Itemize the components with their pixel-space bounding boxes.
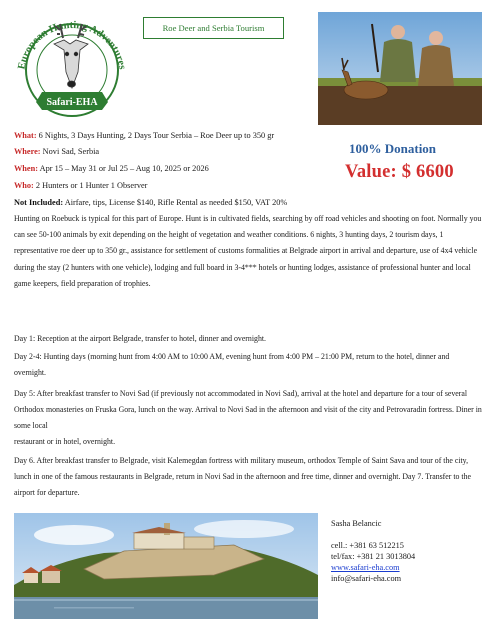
who-label: Who: <box>14 181 34 190</box>
contact-telfax: tel/fax: +381 21 3013804 <box>331 552 416 561</box>
when-value: Apr 15 – May 31 or Jul 25 – Aug 10, 2025 or 2026 <box>39 164 209 173</box>
website-link[interactable]: www.safari-eha.com <box>331 563 400 572</box>
when-label: When: <box>14 164 38 173</box>
detail-when <box>14 163 209 174</box>
petrovaradin-fortress-photo <box>14 513 318 619</box>
who-value: 2 Hunters or 1 Hunter 1 Observer <box>35 181 148 190</box>
itinerary-day2-4: Day 2-4: Hunting days (morning hunt from 4:00 AM to 10:00 AM, evening hunt from 4:00 PM – 21:00 PM, return to the hotel, dinner and overnight. <box>14 352 450 378</box>
where-label: Where: <box>14 147 41 156</box>
description-paragraph: Hunting on Roebuck is typical for this part of Europe. Hunt is in cultivated fields, searching by off road vehicles and shooting on foot. Normally you can see 50-100 animals by exit depending on the height of vegetation and weather conditions. 6 nights, 3 hunting days, 2 tourism days, 1 representative roe deer up to 350 gr., assistance for settlement of customs formalities at Belgrade airport in arrival and departure, use of 4x4 vehicle during the stay (2 hunters with one vehicle), lodging and full board in 3-4*** hotels or hunting lodges, assistance of professional hunter and local game keepers, field preparation of trophies. <box>14 214 482 288</box>
what-label: What: <box>14 131 37 140</box>
logo-banner-text: Safari-EHA <box>46 97 98 108</box>
contact-email[interactable]: info@safari-eha.com <box>331 574 402 583</box>
detail-what <box>14 130 274 141</box>
page-title-text: Roe Deer and Serbia Tourism <box>162 23 265 33</box>
donation-value: Value: $ 6600 <box>345 162 454 182</box>
contact-cell: cell.: +381 63 512215 <box>331 541 404 550</box>
itinerary-day5-cont: restaurant or in hotel, overnight. <box>14 437 116 446</box>
detail-who <box>14 180 147 191</box>
where-value: Novi Sad, Serbia <box>42 147 100 156</box>
company-logo <box>8 10 136 122</box>
detail-where <box>14 146 99 157</box>
logo-arc-text: European Hunting Adventures <box>16 19 128 71</box>
donation-title: 100% Donation <box>349 141 437 156</box>
detail-not-included <box>14 197 287 208</box>
page-title <box>143 17 284 39</box>
not-included-value: Airfare, tips, License $140, Rifle Rental as needed $150, VAT 20% <box>64 198 288 207</box>
itinerary-day1: Day 1: Reception at the airport Belgrade, transfer to hotel, dinner and overnight. <box>14 334 267 343</box>
contact-name: Sasha Belancic <box>331 519 382 528</box>
hunters-trophy-photo <box>318 12 482 125</box>
itinerary-day5: Day 5: After breakfast transfer to Novi Sad (if previously not accommodated in Novi Sad), arrival at the hotel and departure for a tour of several Orthodox monasteries on Fruska Gora, lunch on the way. Arrival to Novi Sad in the afternoon and visit of the city and Petrovaradin fortress. Diner in some local <box>14 389 482 431</box>
what-value: 6 Nights, 3 Days Hunting, 2 Days Tour Serbia – Roe Deer up to 350 gr <box>38 131 275 140</box>
itinerary-day6-7: Day 6. After breakfast transfer to Belgrade, visit Kalemegdan fortress with military museum, orthodox Temple of Saint Sava and tour of the city, lunch in one of the famous restaurants in Belgrade, return in Novi Sad in the afternoon and free time, dinner and overnight. Day 7. Transfer to the airport for departure. <box>14 456 471 498</box>
not-included-label: Not Included: <box>14 198 64 207</box>
